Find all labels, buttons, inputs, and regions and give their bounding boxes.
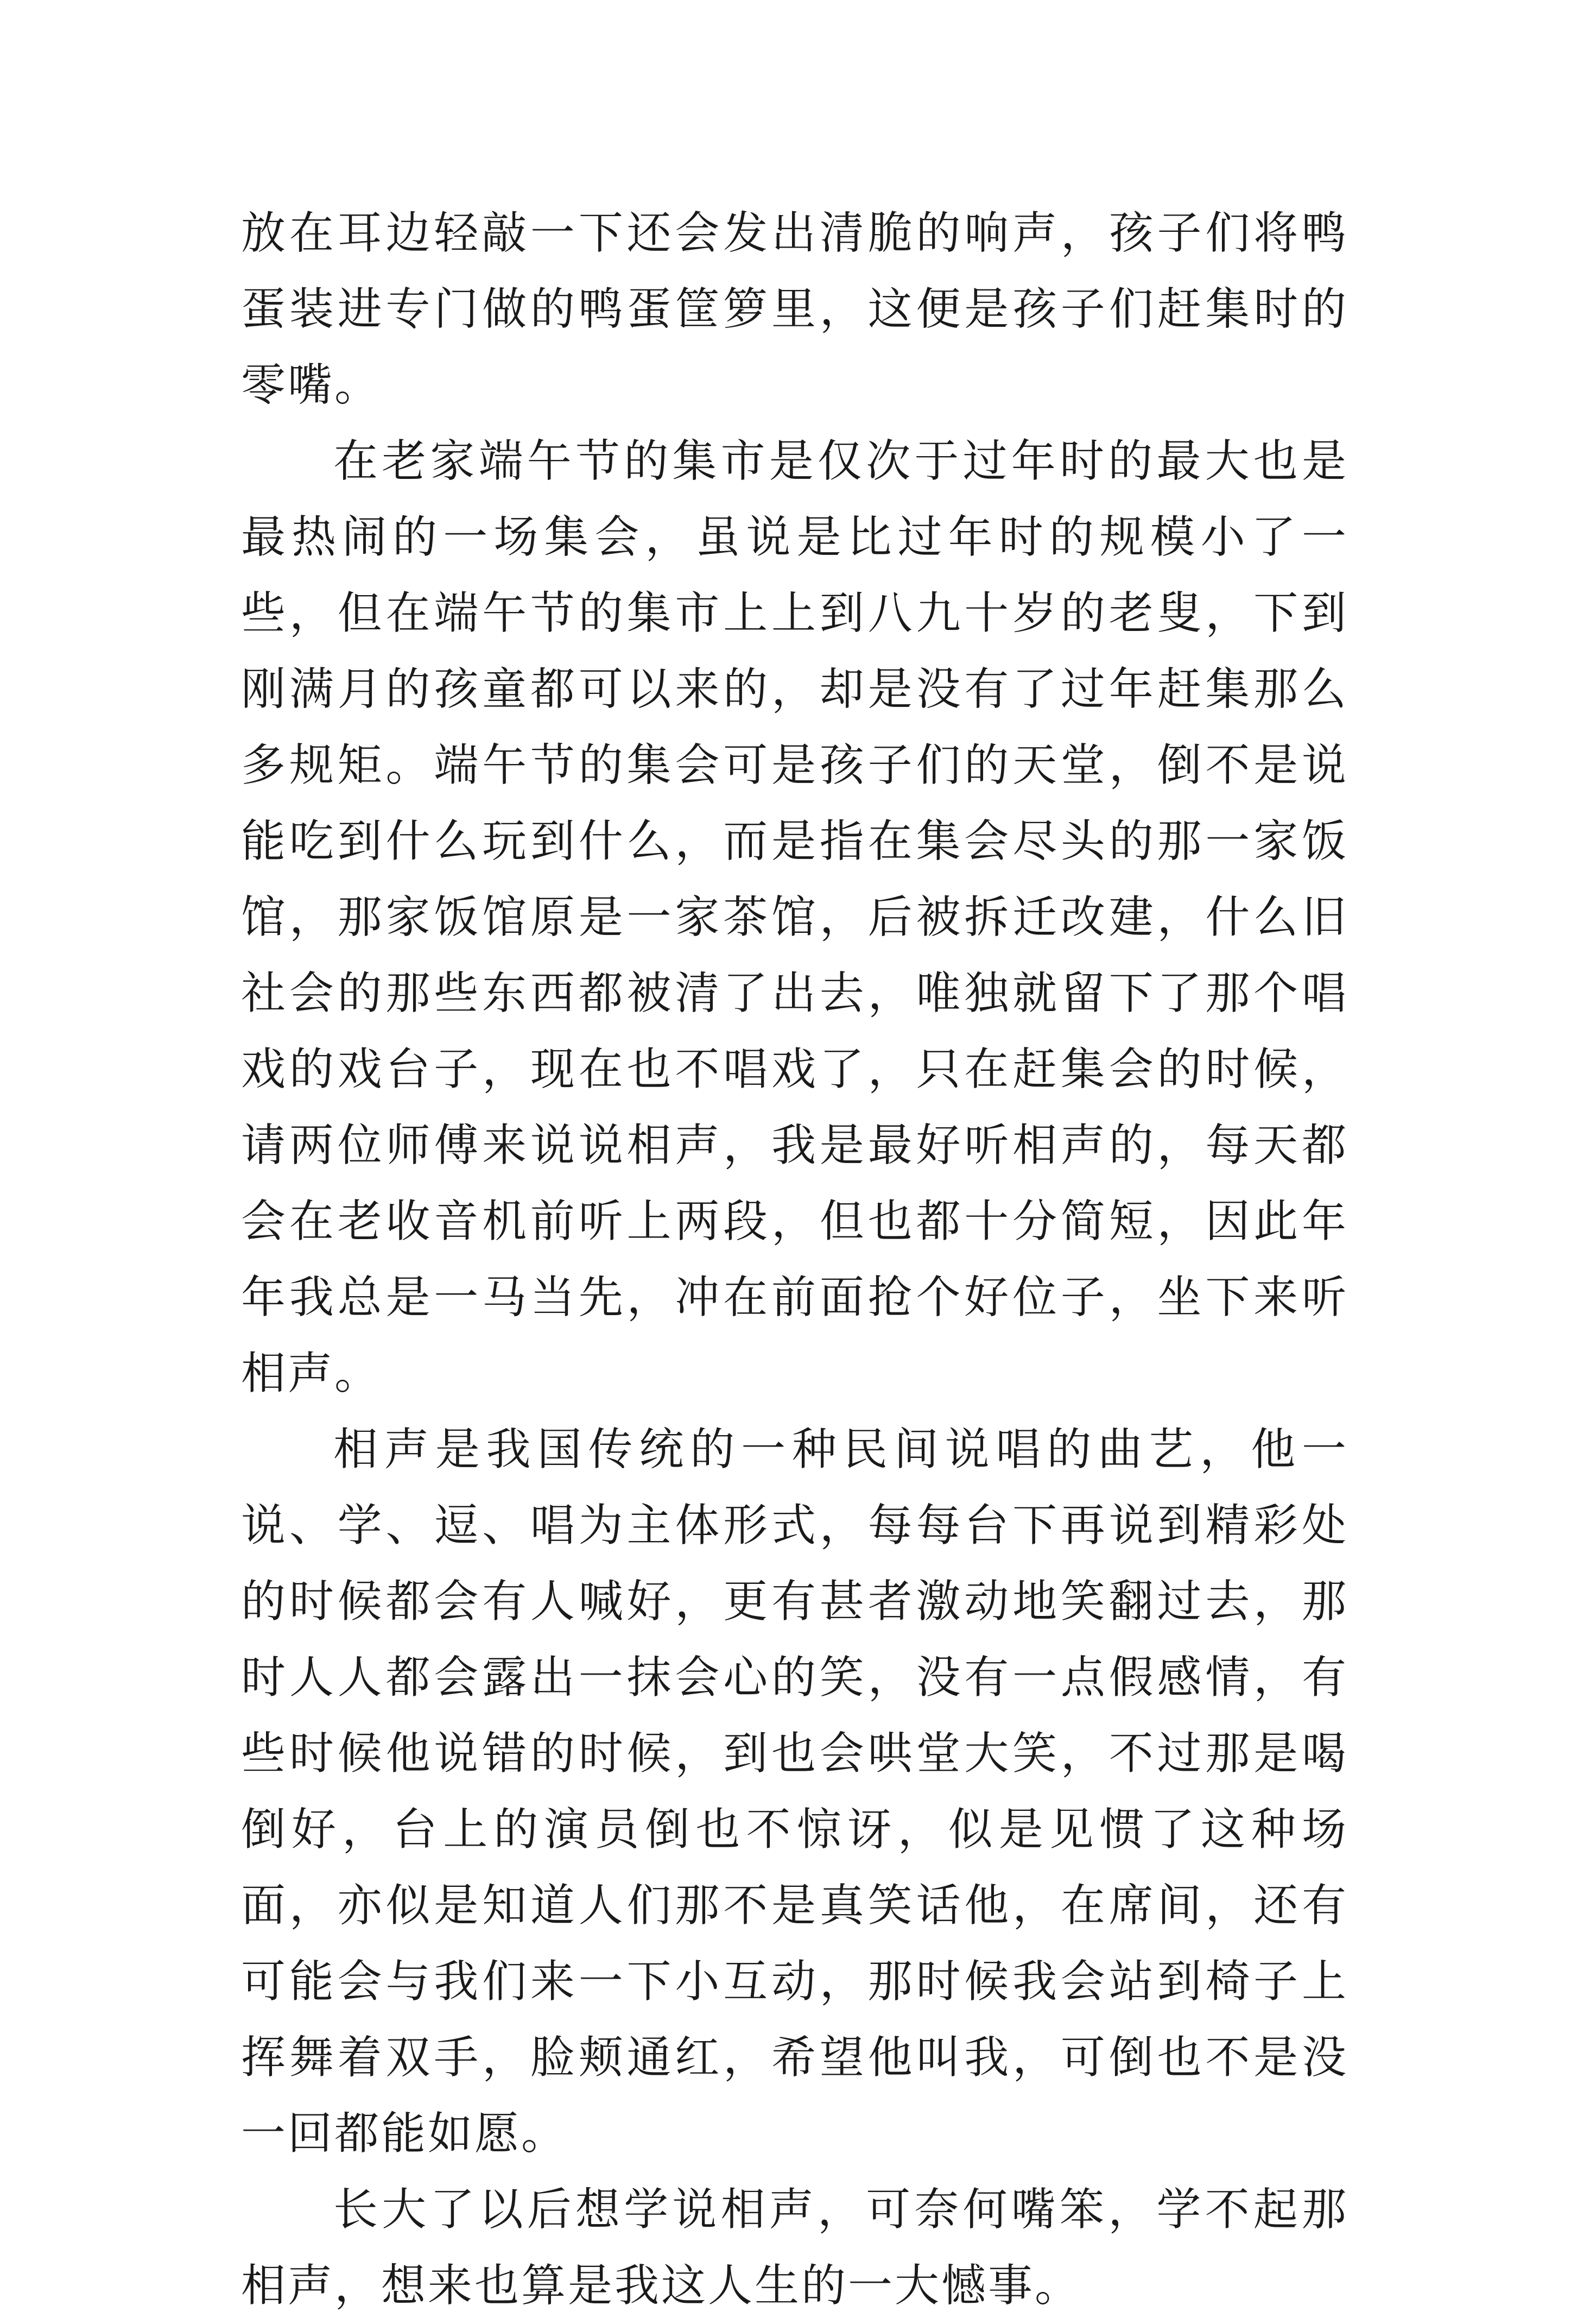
body-text: [241, 195, 1348, 2324]
paragraph-crosstalk: 相声是我国传统的一种民间说唱的曲艺，他一说、学、逗、唱为主体形式，每每台下再说到精彩处的时候都会有人喊好，更有甚者激动地笑翻过去，那时人人都会露出一抹会心的笑，没有一点假感情，有些时候他说错的时候，到也会哄堂大笑，不过那是喝倒好，台上的演员倒也不惊讶，似是见惯了这种场面，亦似是知道人们那不是真笑话他，在席间，还有可能会与我们来一下小互动，那时候我会站到椅子上挥舞着双手，脸颊通红，希望他叫我，可倒也不是没一回都能如愿。: [241, 1424, 1348, 2159]
paragraph-continued: 放在耳边轻敲一下还会发出清脆的响声，孩子们将鸭蛋装进专门做的鸭蛋筐箩里，这便是孩子们赶集时的零嘴。: [241, 207, 1348, 411]
paragraph-dragon-boat-market: 在老家端午节的集市是仅次于过年时的最大也是最热闹的一场集会，虽说是比过年时的规模小了一些，但在端午节的集市上上到八九十岁的老叟，下到刚满月的孩童都可以来的，却是没有了过年赶集那么多规矩。端午节的集会可是孩子们的天堂，倒不是说能吃到什么玩到什么，而是指在集会尽头的那一家饭馆，那家饭馆原是一家茶馆，后被拆迁改建，什么旧社会的那些东西都被清了出去，唯独就留下了那个唱戏的戏台子，现在也不唱戏了，只在赶集会的时候，请两位师傅来说说相声，我是最好听相声的，每天都会在老收音机前听上两段，但也都十分简短，因此年年我总是一马当先，冲在前面抢个好位子，坐下来听相声。: [241, 435, 1348, 1399]
paragraph-regret: 长大了以后想学说相声，可奈何嘴笨，学不起那相声，想来也算是我这人生的一大憾事。: [241, 2184, 1348, 2312]
